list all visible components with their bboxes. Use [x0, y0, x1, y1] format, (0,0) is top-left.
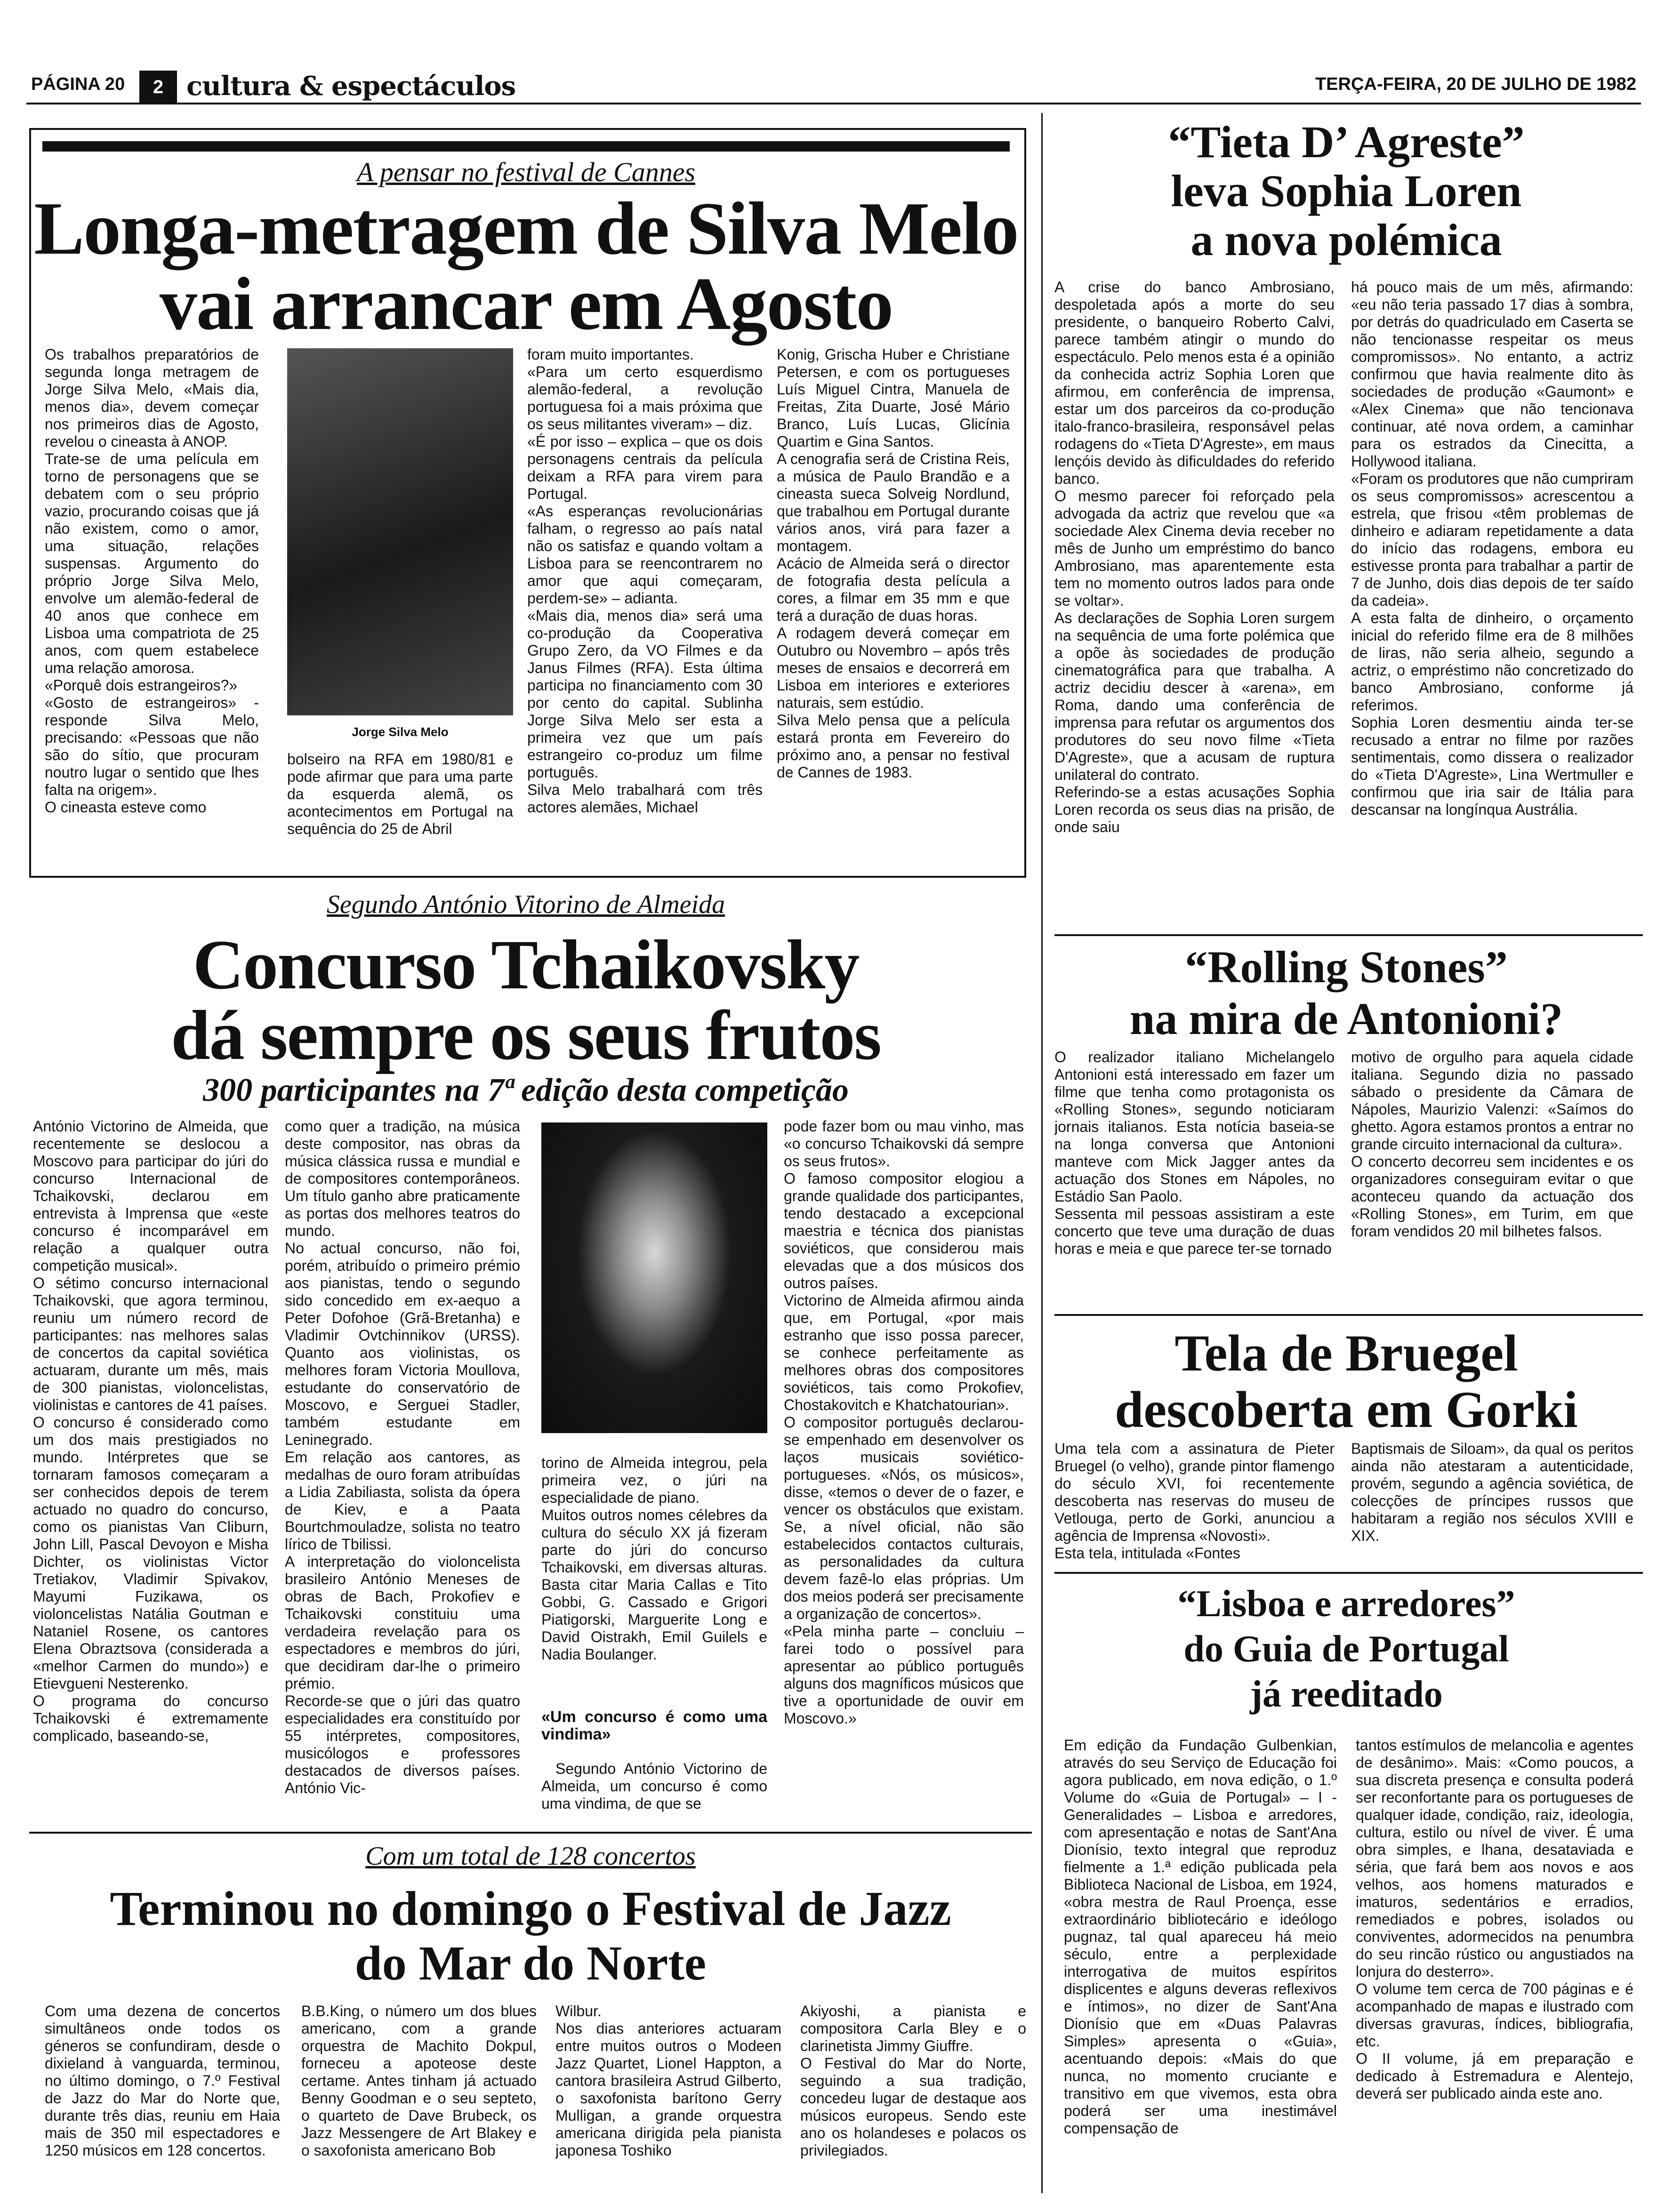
article-headline — [33, 186, 1019, 345]
headline-line-1: Terminou no domingo o Festival de Jazz — [110, 1882, 951, 1936]
headline-line-3: a nova polémica — [1190, 215, 1502, 265]
article-subtitle: 300 participantes na 7ª edição desta competição — [203, 1072, 849, 1108]
article-column: Os trabalhos preparatórios de segunda longa metragem de Jorge Silva Melo, «Mais dia, menos dia», devem começar nos primeiros dias de Agosto, revelou o cineasta à ANOP. Trate-se de uma película em torno de personagens que se debatem com o seu próprio vazio, procurando coisas que já não existem, como o amor, uma situação, relações suspensas. Argumento do próprio Jorge Silva Melo, envolve um alemão-federal de 40 anos que conhece em Lisboa uma compatriota de 25 anos, com quem estabelece uma relação amorosa. «Porquê dois estrangeiros?» «Gosto de estrangeiros» -responde Silva Melo, precisando: «Pessoas que não são do sítio, que procuram noutro lugar o sentido que lhes falta na origem». O cineasta esteve como — [45, 346, 259, 816]
article-column: A crise do banco Ambrosiano, despoletada após a morte do seu presidente, o banqueiro Roberto Calvi, parece também atingir o mundo do espectáculo. Pelo menos esta é a opinião da conhecida actriz Sophia Loren que afirmou, em conferência de imprensa, estar um dos parceiros da co-produção italo-franco-brasileira, responsável pelas rodagens do «Tieta D'Agreste», em maus lençóis devido às dificuldades do referido banco. O mesmo parecer foi reforçado pela advogada da actriz que revelou que «a sociedade Alex Cinema devia receber no mês de Junho um empréstimo do banco Ambrosiano, mas aparentemente esta tem no momento outros lados para onde se voltar». As declarações de Sophia Loren surgem na sequência de uma forte polémica que a opõe às sociedades de produção cinematográfica para que trabalha. A actriz decidiu descer à «arena», em Roma, dando uma conferência de imprensa para refutar os argumentos dos produtores do seu novo filme «Tieta D'Agreste», que a acusam de ruptura unilateral do contrato. Referindo-se a estas acusações Sophia Loren recorda os seus dias na prisão, de onde saiu — [1054, 279, 1335, 835]
article-headline — [1054, 1581, 1638, 1717]
page-number: PÁGINA 20 — [31, 74, 125, 94]
headline-line-2: na mira de Antonioni? — [1129, 994, 1563, 1044]
article-column: torino de Almeida integrou, pela primeira vez, o júri na especialidade de piano. Muitos outros nomes célebres da cultura do século XX já fizeram parte do júri do concurso Tchaikovski, em diversas alturas. Basta citar Maria Callas e Tito Gobbi, G. Cassado e Grigori Piatigorski, Marguerite Long e David Oistrakh, Emil Guilels e Nadia Boulanger. — [541, 1454, 767, 1663]
column-rule — [1041, 113, 1043, 2193]
headline-line-1: “Tieta D’ Agreste” — [1168, 117, 1525, 167]
portrait-photo — [287, 348, 513, 715]
headline-line-2: vai arrancar em Agosto — [159, 262, 893, 345]
headline-line-1: Longa-metragem de Silva Melo — [34, 186, 1018, 270]
article-column: como quer a tradição, na música deste compositor, nas obras da música clássica russa e mundial e de compositores contemporâneos. Um título ganho abre praticamente as portas dos melhores teatros do mundo. No actual concurso, não foi, porém, atribuído o primeiro prémio aos pianistas, tendo o segundo sido concedido em ex-aequo a Peter Dofohoe (Grã-Bretanha) e Vladimir Ovtchinnikov (URSS). Quanto aos violinistas, os melhores foram Victoria Moullova, estudante do conservatório de Moscovo, e Serguei Stadler, também estudante em Leninegrado. Em relação aos cantores, as medalhas de ouro foram atribuídas a Lidia Zabiliasta, solista da ópera de Kiev, e a Paata Bourtchmouladze, solista no teatro lírico de Tbilissi. A interpretação do violoncelista brasileiro António Meneses de obras de Bach, Prokofiev e Tchaikovski constituiu uma verdadeira revelação para os espectadores e membros do júri, que decidiram dar-lhe o primeiro prémio. Recorde-se que o júri das quatro especialidades era constituído por 55 intérpretes, compositores, musicólogos e professores destacados de diversos países. António Vic- — [285, 1118, 520, 1796]
article-column: Com uma dezena de concertos simultâneos onde todos os géneros se confundiram, desde o dixieland à vanguarda, terminou, no último domingo, o 7.º Festival de Jazz do Mar do Norte que, durante três dias, reuniu em Haia mais de 350 mil espectadores e 1250 músicos em 128 concertos. — [45, 2003, 280, 2159]
headline-line-2: descoberta em Gorki — [1115, 1381, 1578, 1438]
article-column: Uma tela com a assinatura de Pieter Bruegel (o velho), grande pintor flamengo do século XVI, foi recentemente descoberta nas reservas do museu de Vetlouga, perto de Gorki, anunciou a agência de Imprensa «Novosti». Esta tela, intitulada «Fontes — [1054, 1440, 1335, 1562]
article-column: B.B.King, o número um dos blues americano, com a grande orquestra de Machito Dokpul, forneceu a apoteose deste certame. Antes tinham já actuado Benny Goodman e o seu septeto, o quarteto de Dave Brubeck, os Jazz Messengere de Art Blakey e o saxofonista americano Bob — [301, 2003, 537, 2159]
article-kicker: A pensar no festival de Cannes — [356, 157, 696, 187]
header-rule — [26, 103, 1641, 104]
article-kicker: Segundo António Vitorino de Almeida — [326, 890, 725, 919]
headline-line-1: “Lisboa e arredores” — [1177, 1583, 1515, 1625]
article-column: pode fazer bom ou mau vinho, mas «o concurso Tchaikovski dá sempre os seus frutos». O famoso compositor elogiou a grande qualidade dos participantes, tendo destacado a excepcional maestria e técnica dos pianistas soviéticos, que considerou mais elevadas que a dos músicos dos outros países. Victorino de Almeida afirmou ainda que, em Portugal, «por mais estranho que isso possa parecer, se conhece perfeitamente as melhores obras dos compositores soviéticos, tais como Prokofiev, Chostakovitch e Khatchatourian». O compositor português declarou-se empenhado em desenvolver os laços musicais soviético-portugueses. «Nós, os músicos», disse, «temos o dever de o fazer, e vencer os obstáculos que existam. Se, a nível oficial, não são estabelecidos contactos culturais, as personalidades da cultura devem fazê-lo elas próprias. Um dos meios poderá ser precisamente a organização de concertos». «Pela minha parte – concluiu – farei todo o possível para apresentar ao público português alguns dos magníficos músicos que tive a oportunidade de ouvir em Moscovo.» — [784, 1118, 1024, 1727]
section-rule — [1054, 1572, 1643, 1574]
photo-caption: Jorge Silva Melo — [352, 725, 449, 739]
article-kicker: Com um total de 128 concertos — [365, 1842, 696, 1871]
article-headline — [29, 1882, 1032, 1991]
article-column: Akiyoshi, a pianista e compositora Carla Bley e o clarinetista Jimmy Giuffre. O Festival do Mar do Norte, seguindo a sua tradição, concedeu lugar de destaque aos músicos europeus. Sendo este ano os holandeses e polacos os privilegiados. — [800, 2003, 1026, 2159]
article-column: Em edição da Fundação Gulbenkian, através do seu Serviço de Educação foi agora publicado, em nova edição, o 1.º Volume do «Guia de Portugal» – I -Generalidades – Lisboa e arredores, com apresentação e notas de Sant'Ana Dionísio, texto integral que reproduz fielmente a 1.ª edição publicada pela Biblioteca Nacional de Lisboa, em 1924, «obra mestra de Raul Proença, esse extraordinário bibliotecário e ideólogo pugnaz, tal qual apareceu há meio século, entre a perplexidade interrogativa de muitos espíritos displicentes e alguns deveras reflexivos e íntimos», no dizer de Sant'Ana Dionísio que em «Duas Palavras Simples» apresenta o «Guia», acentuando depois: «Mais do que nunca, no momento cruciante e transitivo em que vivemos, esta obra poderá ser uma inestimável compensação de — [1064, 1737, 1337, 2137]
issue-date: TERÇA-FEIRA, 20 DE JULHO DE 1982 — [1315, 74, 1636, 94]
article-column: Baptismais de Siloam», da qual os peritos ainda não atestaram a autenticidade, provém, segundo a agência soviética, de colecções de príncipes russos que habitaram a região nos séculos XVIII e XIX. — [1351, 1440, 1633, 1544]
pull-quote: «Um concurso é como uma vindima» — [541, 1708, 767, 1743]
article-column: foram muito importantes. «Para um certo esquerdismo alemão-federal, a revolução portuguesa foi a mais próxima que os seus militantes viveram» – diz. «É por isso – explica – que os dois personagens centrais da película deixam a RFA para virem para Portugal. «As esperanças revolucionárias falham, o regresso ao país natal não os satisfaz e quando voltam a Lisboa para se reencontrarem no amor que aqui começaram, perdem-se» – adianta. «Mais dia, menos dia» será uma co-produção da Cooperativa Grupo Zero, da VO Filmes e da Janus Filmes (RFA). Esta última participa no financiamento com 30 por cento do capital. Sublinha Jorge Silva Melo ser esta a primeira vez que um país estrangeiro co-produz um filme português. Silva Melo trabalhará com três actores alemães, Michael — [527, 346, 763, 816]
article-column: bolseiro na RFA em 1980/81 e pode afirmar que para uma parte da esquerda alemã, os acontecimentos em Portugal na sequência do 25 de Abril — [287, 751, 513, 837]
headline-line-3: já reeditado — [1250, 1674, 1443, 1715]
article-column: Konig, Grischa Huber e Christiane Petersen, e com os portugueses Luís Miguel Cintra, Manuela de Freitas, Zita Duarte, José Mário Branco, Luís Lucas, Glicínia Quartim e Gina Santos. A cenografia será de Cristina Reis, a música de Paulo Brandão e a cineasta sueca Solveig Nordlund, que trabalhou em Portugal durante vários anos, virá para fazer a montagem. Acácio de Almeida será o director de fotografia desta película a cores, a filmar em 35 mm e que terá a duração de duas horas. A rodagem deverá começar em Outubro ou Novembro – após três meses de ensaios e decorrerá em Lisboa em interiores e exteriores naturais, sem estúdio. Silva Melo pensa que a película estará pronta em Fevereiro do próximo ano, a pensar no festival de Cannes de 1983. — [777, 346, 1010, 781]
article-column: Segundo António Victorino de Almeida, um concurso é como uma vindima, de que se — [541, 1760, 767, 1812]
headline-line-1: Tela de Bruegel — [1174, 1324, 1518, 1382]
article-headline — [1054, 941, 1638, 1045]
headline-line-2: do Mar do Norte — [354, 1936, 707, 1990]
box-top-bar — [42, 141, 1010, 152]
article-headline — [1054, 1325, 1638, 1438]
article-column: O realizador italiano Michelangelo Antonioni está interessado em fazer um filme que tenha como protagonista os «Rolling Stones», segundo noticiaram jornais italianos. Esta notícia baseia-se na longa conversa que Antonioni manteve com Mick Jagger antes da actuação dos Stones em Nápoles, no Estádio San Paolo. Sessenta mil pessoas assistiram a este concerto que teve uma duração de duas horas e meia e que parece ter-se tornado — [1054, 1049, 1335, 1257]
headline-line-2: do Guia de Portugal — [1183, 1628, 1509, 1670]
article-column: António Victorino de Almeida, que recentemente se deslocou a Moscovo para participar do júri do concurso Internacional de Tchaikovski, declarou em entrevista à Imprensa que «este concurso é incomparável em relação a qualquer outra competição musical». O sétimo concurso internacional Tchaikovski, que agora terminou, reuniu um número record de participantes: nas melhores salas de concertos da capital soviética actuaram, durante um mês, mais de 300 pianistas, violoncelistas, violinistas e cantores de 41 países. O concurso é considerado como um dos mais prestigiados no mundo. Intérpretes que se tornaram famosos começaram a ser conhecidos depois de terem actuado no quadro do concurso, como os pianistas Van Cliburn, John Lill, Pascal Devoyon e Misha Dichter, os violinistas Victor Tretiakov, Vladimir Spivakov, Mayumi Fuzikawa, os violoncelistas Natália Goutman e Nataniel Rosene, os cantores Elena Obraztsova (considerada a «melhor Carmen do mundo») e Etievgueni Nesterenko. O programa do concurso Tchaikovski é extremamente complicado, baseando-se, — [33, 1118, 268, 1744]
article-column: tantos estímulos de melancolia e agentes de desânimo». Mais: «Como poucos, a sua discreta presença e consulta poderá ser reconfortante para os portugueses de qualquer idade, condição, raiz, ideologia, cultura, estilo ou nível de viver. É uma obra simples, e lhana, desataviada e séria, que fará bem aos novos e aos velhos, aos homens maturados e imaturos, sedentários e erradios, remediados e pobres, isolados ou conviventes, adormecidos na penumbra do seu rincão rústico ou angustiados na lonjura do desterro». O volume tem cerca de 700 páginas e é acompanhado de mapas e ilustrado com diversas gravuras, índices, bibliografia, etc. O II volume, já em preparação e dedicado à Estremadura e Alentejo, deverá ser publicado ainda este ano. — [1356, 1737, 1633, 2102]
article-column: motivo de orgulho para aquela cidade italiana. Segundo dizia no passado sábado o presidente da Câmara de Nápoles, Maurizio Valenzi: «Saímos do ghetto. Agora estamos prontos a entrar no grande circuito internacional da cultura». O concerto decorreu sem incidentes e os organizadores conseguiram evitar o que aconteceu quando da actuação dos «Rolling Stones», em Turim, em que foram vendidos 20 mil bilhetes falsos. — [1351, 1049, 1633, 1240]
section-rule — [1054, 934, 1643, 936]
article-headline — [1054, 118, 1638, 264]
headline-line-1: “Rolling Stones” — [1185, 942, 1508, 992]
article-column: Wilbur. Nos dias anteriores actuaram entre muitos outros o Modeen Jazz Quartet, Lionel Happton, a cantora brasileira Astrud Gilberto, o saxofonista barítono Gerry Mulligan, a grande orquestra americana dirigida pela pianista japonesa Toshiko — [555, 2003, 781, 2159]
headline-line-2: dá sempre os seus frutos — [171, 996, 881, 1074]
headline-line-1: Concurso Tchaikovsky — [193, 926, 859, 1004]
section-rule — [1054, 1314, 1643, 1316]
section-rule — [29, 1832, 1032, 1834]
article-column: há pouco mais de um mês, afirmando: «eu não teria passado 17 dias à sombra, por detrás do quadriculado em Caserta se não tencionasse respeitar os meus compromissos». No entanto, a actriz confirmou que havia realmente dito às sociedades de produção «Gaumont» e «Alex Cinema» que não tencionava continuar, até nova ordem, a caminhar para os estrados da Cinecitta, a Hollywood italiana. «Foram os produtores que não cumpriram os seus compromissos» acrescentou a estrela, que frisou «têm problemas de dinheiro e adiaram repetidamente a data do início das rodagens, embora eu estivesse pronta para trabalhar a partir de 7 de Junho, dois dias depois de ter saído da cadeia». A esta falta de dinheiro, o orçamento inicial do referido filme era de 8 milhões de liras, não seria alheio, segundo a actriz, o empréstimo não concretizado do banco Ambrosiano, conforme já referimos. Sophia Loren desmentiu ainda ter-se recusado a entrar no filme por razões sentimentais, como dissera o realizador do «Tieta D'Agreste», Lina Wertmuller e confirmou que iria sair de Itália para descansar na longínqua Austrália. — [1351, 279, 1633, 818]
section-logo: 2 — [139, 71, 177, 104]
headline-line-2: leva Sophia Loren — [1171, 166, 1522, 216]
section-title: cultura & espectáculos — [186, 71, 516, 102]
article-headline — [29, 926, 1022, 1074]
portrait-photo — [541, 1122, 767, 1433]
page-header — [26, 71, 1641, 104]
